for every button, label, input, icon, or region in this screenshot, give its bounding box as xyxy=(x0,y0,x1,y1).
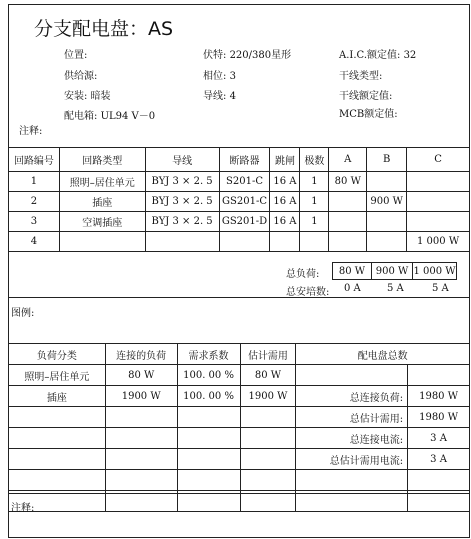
info-enclosure: 配电箱: UL94 V－0 xyxy=(64,111,156,122)
cell xyxy=(105,470,177,491)
cell xyxy=(240,407,296,428)
info-voltage: 伏特: 220/380星形 xyxy=(203,50,292,61)
total-amps-c: 5 A xyxy=(432,283,449,294)
cell xyxy=(177,407,240,428)
col-connected-load: 连接的负荷 xyxy=(105,344,177,365)
cell xyxy=(367,172,407,192)
legend-label: 图例: xyxy=(11,308,35,319)
info-supply: 供给源: xyxy=(64,71,98,82)
info-wires: 导线: 4 xyxy=(203,91,236,102)
cell xyxy=(9,449,106,470)
info-feeder-rating: 干线额定值: xyxy=(339,91,393,102)
circuit-table xyxy=(8,147,470,252)
panel-title: 分支配电盘：AS xyxy=(34,18,174,40)
cell xyxy=(329,232,367,252)
cell xyxy=(219,232,270,252)
cell: 1 xyxy=(300,212,329,232)
footer-note-label: 注释: xyxy=(11,503,35,514)
cell: 80 W xyxy=(240,365,296,386)
cell xyxy=(296,470,408,491)
cell: 16 A xyxy=(270,172,300,192)
table-row xyxy=(9,449,470,470)
cell: 100. 00 % xyxy=(177,386,240,407)
col-wire: 导线 xyxy=(145,148,219,172)
cell xyxy=(105,428,177,449)
cell: 照明–居住单元 xyxy=(59,172,145,192)
info-mcb-rating: MCB额定值: xyxy=(339,109,398,120)
cell xyxy=(240,428,296,449)
cell: BYJ 3 × 2. 5 xyxy=(145,212,219,232)
cell: 3 xyxy=(9,212,60,232)
cell xyxy=(105,407,177,428)
cell: 1900 W xyxy=(240,386,296,407)
table-row xyxy=(9,365,470,386)
cell: 80 W xyxy=(329,172,367,192)
summary-connected-current-label: 总连接电流: xyxy=(296,428,408,449)
cell xyxy=(408,470,470,491)
cell xyxy=(367,212,407,232)
cell: BYJ 3 × 2. 5 xyxy=(145,192,219,212)
load-table xyxy=(8,343,470,512)
total-load-label: 总负荷: xyxy=(286,269,320,280)
info-aic-rating: A.I.C.额定值: 32 xyxy=(339,50,417,61)
cell xyxy=(177,428,240,449)
cell xyxy=(407,172,470,192)
cell xyxy=(177,449,240,470)
cell xyxy=(329,192,367,212)
cell: S201-C xyxy=(219,172,270,192)
summary-estimated-demand-label: 总估计需用: xyxy=(296,407,408,428)
col-circuit-type: 回路类型 xyxy=(59,148,145,172)
cell: 插座 xyxy=(9,386,106,407)
total-load-b: 900 W xyxy=(372,263,413,280)
cell xyxy=(408,365,470,386)
total-amps-a: 0 A xyxy=(344,283,361,294)
cell: 2 xyxy=(9,192,60,212)
header-note-label: 注释: xyxy=(19,126,43,137)
cell xyxy=(59,232,145,252)
col-trip: 跳闸 xyxy=(270,148,300,172)
cell: 空调插座 xyxy=(59,212,145,232)
col-phase-c: C xyxy=(407,148,470,172)
divider xyxy=(8,493,470,494)
cell: 1900 W xyxy=(105,386,177,407)
col-demand-factor: 需求系数 xyxy=(177,344,240,365)
info-phase: 相位: 3 xyxy=(203,71,236,82)
cell: BYJ 3 × 2. 5 xyxy=(145,172,219,192)
circuit-header-row xyxy=(9,148,470,172)
table-row xyxy=(9,172,470,192)
summary-estimated-demand-value: 1980 W xyxy=(408,407,470,428)
table-row xyxy=(9,212,470,232)
cell xyxy=(177,470,240,491)
cell xyxy=(270,232,300,252)
cell: 4 xyxy=(9,232,60,252)
cell xyxy=(9,428,106,449)
col-phase-b: B xyxy=(367,148,407,172)
table-row xyxy=(9,407,470,428)
col-phase-a: A xyxy=(329,148,367,172)
cell xyxy=(407,192,470,212)
cell xyxy=(105,449,177,470)
table-row xyxy=(9,192,470,212)
cell: 插座 xyxy=(59,192,145,212)
cell xyxy=(407,212,470,232)
summary-connected-load-label: 总连接负荷: xyxy=(296,386,408,407)
cell: 1 xyxy=(9,172,60,192)
cell: 照明–居住单元 xyxy=(9,365,106,386)
cell: GS201-C xyxy=(219,192,270,212)
table-row xyxy=(9,470,470,491)
total-load-a: 80 W xyxy=(333,263,372,280)
table-row xyxy=(9,386,470,407)
summary-connected-load-value: 1980 W xyxy=(408,386,470,407)
col-load-category: 负荷分类 xyxy=(9,344,106,365)
divider xyxy=(8,297,470,298)
col-circuit-no: 回路编号 xyxy=(9,148,60,172)
total-load-c: 1 000 W xyxy=(413,263,457,280)
cell: 1 xyxy=(300,172,329,192)
info-mounting: 安装: 暗装 xyxy=(64,91,111,102)
cell: 100. 00 % xyxy=(177,365,240,386)
load-header-row xyxy=(9,344,470,365)
col-poles: 极数 xyxy=(300,148,329,172)
summary-connected-current-value: 3 A xyxy=(408,428,470,449)
cell: 1 xyxy=(300,192,329,212)
col-panel-totals: 配电盘总数 xyxy=(296,344,470,365)
cell xyxy=(9,407,106,428)
cell xyxy=(329,212,367,232)
col-breaker: 断路器 xyxy=(219,148,270,172)
total-amps-b: 5 A xyxy=(387,283,404,294)
cell: 900 W xyxy=(367,192,407,212)
cell: 16 A xyxy=(270,192,300,212)
total-load-table xyxy=(332,262,457,280)
info-feeder-type: 干线类型: xyxy=(339,71,383,82)
cell: 80 W xyxy=(105,365,177,386)
cell xyxy=(296,365,408,386)
cell: GS201-D xyxy=(219,212,270,232)
summary-estimated-current-label: 总估计需用电流: xyxy=(296,449,408,470)
cell: 16 A xyxy=(270,212,300,232)
cell: 1 000 W xyxy=(407,232,470,252)
cell xyxy=(9,470,106,491)
table-row xyxy=(9,232,470,252)
info-location: 位置: xyxy=(64,50,88,61)
total-amps-label: 总安培数: xyxy=(286,287,330,298)
cell xyxy=(145,232,219,252)
cell xyxy=(240,470,296,491)
cell xyxy=(240,449,296,470)
col-estimated-demand: 估计需用 xyxy=(240,344,296,365)
table-row xyxy=(9,428,470,449)
cell xyxy=(367,232,407,252)
summary-estimated-current-value: 3 A xyxy=(408,449,470,470)
cell xyxy=(300,232,329,252)
